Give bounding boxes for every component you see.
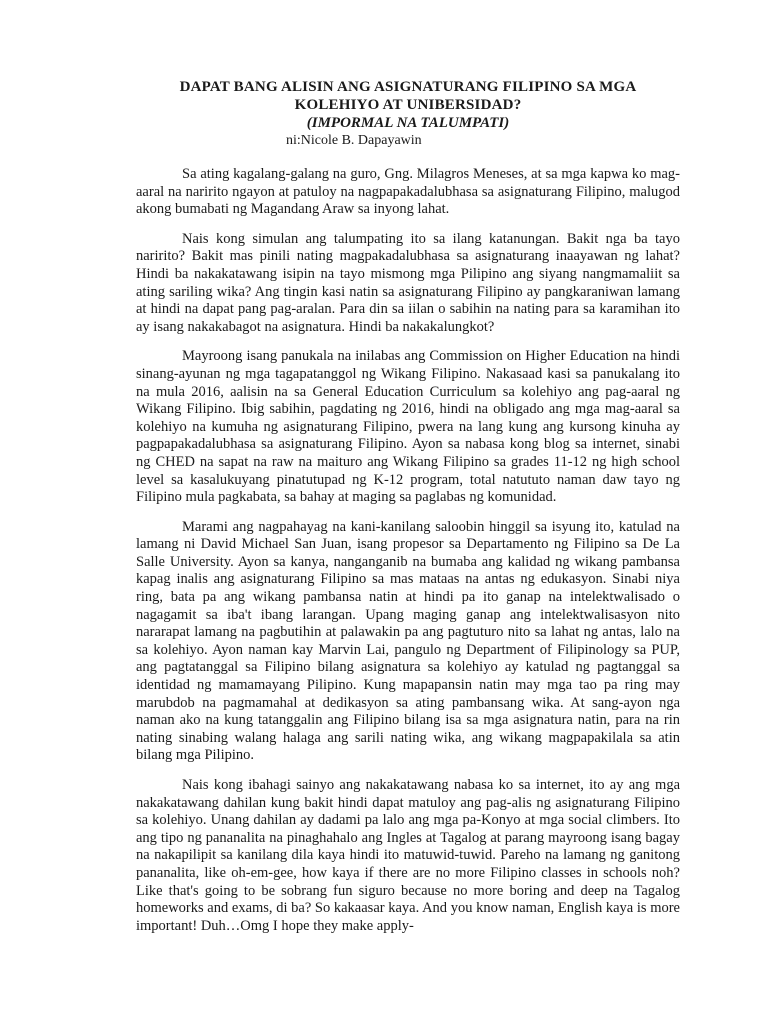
paragraph-greeting: Sa ating kagalang-galang na guro, Gng. Milagros Meneses, at sa mga kapwa ko mag-aaral na naririto ngayon at patuloy na nagpapakadalubhasa sa asignaturang Filipino, malugod akong bumabati ng Magandang Araw sa inyong lahat. [136, 166, 680, 218]
document-title-line-2: KOLEHIYO AT UNIBERSIDAD? [294, 97, 522, 113]
document-body [136, 166, 680, 935]
paragraph-funny-reasons: Nais kong ibahagi sainyo ang nakakatawang nabasa ko sa internet, ito ay ang mga nakakatawang dahilan kung bakit hindi dapat matuloy ang pag-alis ng asignaturang Filipino sa kolehiyo. Unang dahilan ay dadami pa lalo ang mga pa-Konyo at mga social climbers. Ito ang tipo ng pananalita na pinaghahalo ang Ingles at Tagalog at parang mayroong isang bagay na nakapilipit sa kanilang dila kaya hindi ito matuwid-tuwid. Pareho na lamang ng ganitong pananalita, like oh-em-gee, how kaya if there are no more Filipino classes in schools noh? Like that's going to be sobrang fun siguro because no more boring and deep na Tagalog homeworks and exams, di ba? So kakaasar kaya. And you know naman, English kaya is more important! Duh…Omg I hope they make apply- [136, 777, 680, 934]
document-page [136, 78, 680, 947]
document-subtitle: (IMPORMAL NA TALUMPATI) [306, 115, 510, 131]
paragraph-questions: Nais kong simulan ang talumpating ito sa ilang katanungan. Bakit nga ba tayo naririto? Bakit mas pinili nating magpakadalubhasa sa asignaturang inaayawan ng lahat? Hindi ba nakakatawang isipin na tayo mismong mga Pilipino ang siyang nangmamaliit sa ating sariling wika? Ang tingin kasi natin sa asignaturang Filipino ay pangkaraniwan lamang at hindi na dapat pang pag-aralan. Para din sa iilan o sabihin na nating para sa karamihan ito ay isang nakakabagot na asignatura. Hindi ba nakakalungkot? [136, 230, 680, 335]
paragraph-opinions: Marami ang nagpahayag na kani-kanilang saloobin hinggil sa isyung ito, katulad na lamang ni David Michael San Juan, isang propesor sa Departamento ng Filipino sa De La Salle University. Ayon sa kanya, nanganganib na bumaba ang kalidad ng wikang pambansa kapag inalis ang asignaturang Filipino sa mas mataas na antas ng edukasyon. Sinabi niya ring, bata pa ang wikang pambansa natin at hindi pa ito ganap na intelektwalisado o nagagamit sa iba't ibang larangan. Upang maging ganap ang intelektwalisasyon nito nararapat lamang na pagbutihin at palawakin pa ang pagtuturo nito sa lahat ng antas, lalo na sa kolehiyo. Ayon naman kay Marvin Lai, pangulo ng Department of Filipinology sa PUP, ang pagtatanggal sa Filipino bilang asignatura sa kolehiyo ay katulad ng pagtanggal sa identidad ng mamamayang Pilipino. Kung mapapansin natin may mga tao pa ring may marubdob na pagmamahal at dedikasyon sa ating pambansang wika. At sang-ayon nga naman ako na kung tatanggalin ang Filipino bilang isa sa mga asignatura natin, para na rin nating sinabing walang halaga ang sarili nating wika, ang wikang magpapakilala sa atin bilang mga Pilipino. [136, 518, 680, 764]
author-byline: ni:Nicole B. Dapayawin [286, 133, 422, 148]
document-title-line-1: DAPAT BANG ALISIN ANG ASIGNATURANG FILIPINO SA MGA [179, 79, 637, 95]
paragraph-ched-proposal: Mayroong isang panukala na inilabas ang Commission on Higher Education na hindi sinang-ayunan ng mga tagapatanggol ng Wikang Filipino. Nakasaad kasi sa panukalang ito na mula 2016, aalisin na sa General Education Curriculum sa kolehiyo ang pag-aaral ng Wikang Filipino. Ibig sabihin, pagdating ng 2016, hindi na obligado ang mga mag-aaral sa kolehiyo na kumuha ng asignaturang Filipino, pwera na lang kung ang kursong kinuha ay pagpapakadalubhasa sa asignaturang Filipino. Ayon sa nabasa kong blog sa internet, sinabi ng CHED na sapat na raw na maituro ang Wikang Filipino sa grades 11-12 ng high school level sa kasalukuyang pinatutupad ng K-12 program, total natututo naman daw tayo ng Filipino mula pagkabata, sa bahay at maging sa paglabas ng komunidad. [136, 348, 680, 506]
